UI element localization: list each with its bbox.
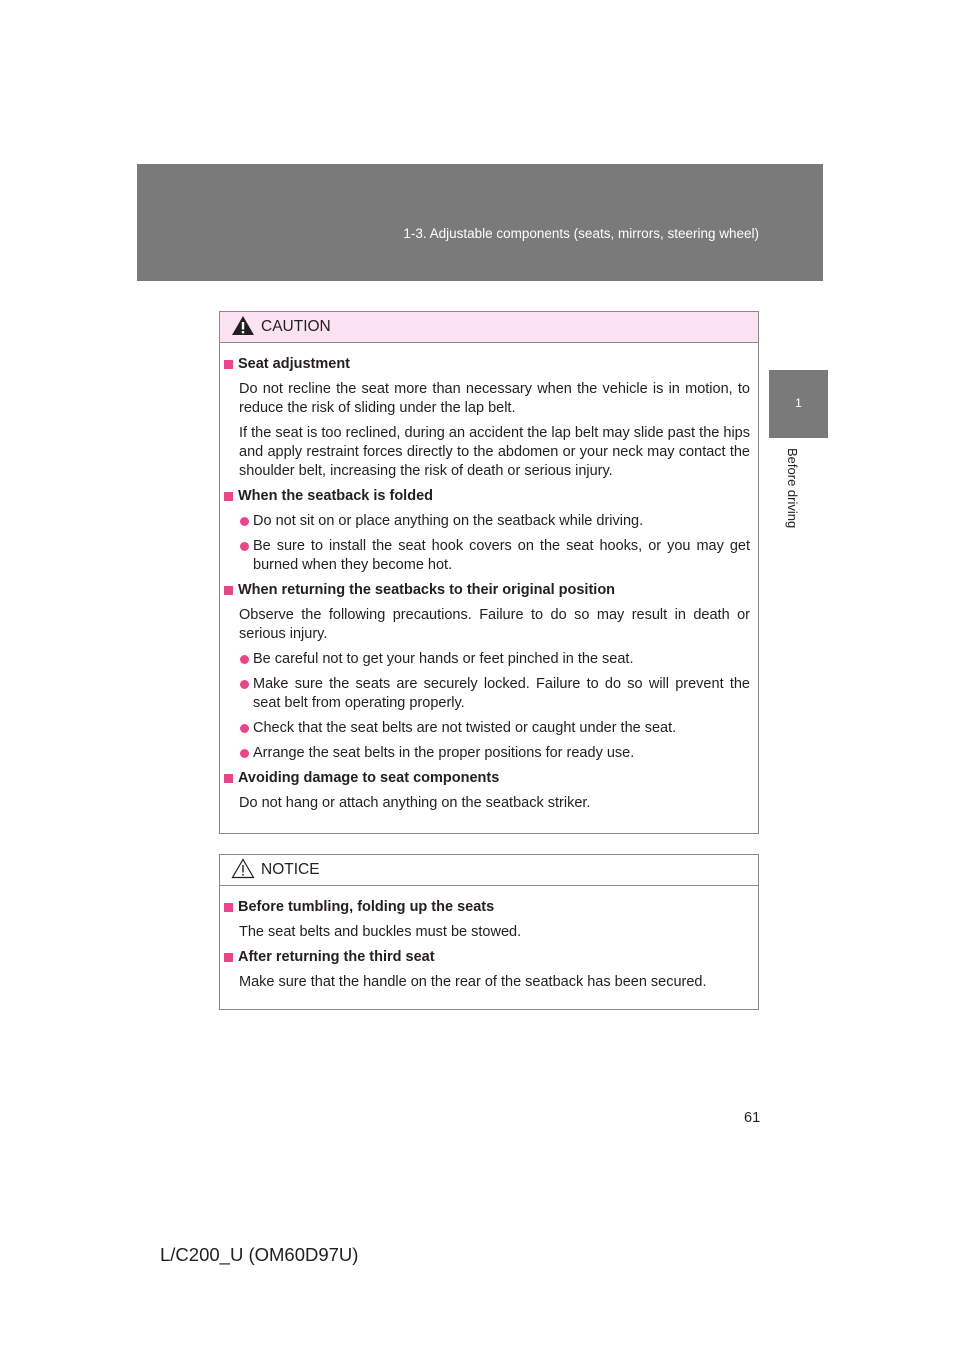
header-title: 1-3. Adjustable components (seats, mirrors, steering wheel) (403, 226, 759, 241)
section-heading-text: When the seatback is folded (238, 488, 433, 504)
section-heading (224, 355, 750, 374)
bullet-text: Arrange the seat belts in the proper positions for ready use. (253, 745, 635, 761)
section-heading (224, 898, 750, 917)
notice-box (219, 854, 759, 1010)
caution-header (220, 312, 758, 343)
bullet-item (224, 744, 750, 763)
bullet-text: Be careful not to get your hands or feet pinched in the seat. (253, 651, 634, 667)
section-heading (224, 948, 750, 967)
caution-box (219, 311, 759, 834)
square-bullet-icon (224, 774, 233, 783)
notice-header (220, 855, 758, 886)
section-heading-text: Avoiding damage to seat components (238, 770, 500, 786)
square-bullet-icon (224, 953, 233, 962)
square-bullet-icon (224, 586, 233, 595)
section-paragraph: Do not recline the seat more than necessary when the vehicle is in motion, to reduce the risk of sliding under the lap belt. (239, 381, 750, 416)
square-bullet-icon (224, 360, 233, 369)
round-bullet-icon (240, 655, 249, 664)
notice-body (220, 886, 758, 992)
caution-body (220, 343, 758, 813)
bullet-item (224, 650, 750, 669)
section-paragraph: The seat belts and buckles must be stowed. (239, 924, 522, 940)
warning-triangle-outline-icon (231, 858, 255, 879)
chapter-tab (769, 370, 828, 438)
bullet-text: Be sure to install the seat hook covers on the seat hooks, or you may get burned when they become hot. (253, 538, 750, 573)
square-bullet-icon (224, 903, 233, 912)
round-bullet-icon (240, 749, 249, 758)
bullet-text: Check that the seat belts are not twisted or caught under the seat. (253, 720, 677, 736)
bullet-text: Make sure the seats are securely locked. Failure to do so will prevent the seat belt from operating properly. (253, 676, 750, 711)
section-paragraph: Observe the following precautions. Failure to do so may result in death or serious injury. (239, 607, 750, 642)
section-heading (224, 769, 750, 788)
section-heading-text: After returning the third seat (238, 949, 435, 965)
chapter-number: 1 (795, 396, 802, 410)
round-bullet-icon (240, 542, 249, 551)
bullet-item (224, 537, 750, 575)
section-paragraph: If the seat is too reclined, during an accident the lap belt may slide past the hips and apply restraint forces directly to the abdomen or your neck may contact the shoulder belt, increasing the risk of death or serious injury. (239, 425, 750, 479)
section-heading-text: When returning the seatbacks to their original position (238, 582, 616, 598)
caution-title: CAUTION (261, 318, 331, 335)
notice-title: NOTICE (261, 861, 320, 878)
document-code: L/C200_U (OM60D97U) (160, 1244, 359, 1265)
section-paragraph: Do not hang or attach anything on the seatback striker. (239, 795, 591, 811)
bullet-item (224, 675, 750, 713)
header-bar (137, 164, 823, 281)
chapter-label: Before driving (785, 448, 800, 529)
square-bullet-icon (224, 492, 233, 501)
section-heading (224, 487, 750, 506)
warning-triangle-icon (231, 315, 255, 336)
section-heading-text: Before tumbling, folding up the seats (238, 899, 495, 915)
round-bullet-icon (240, 680, 249, 689)
section-heading (224, 581, 750, 600)
round-bullet-icon (240, 724, 249, 733)
page-number: 61 (744, 1110, 761, 1126)
section-heading-text: Seat adjustment (238, 356, 350, 372)
bullet-item (224, 512, 750, 531)
bullet-item (224, 719, 750, 738)
bullet-text: Do not sit on or place anything on the seatback while driving. (253, 513, 644, 529)
section-paragraph: Make sure that the handle on the rear of the seatback has been secured. (239, 974, 707, 990)
round-bullet-icon (240, 517, 249, 526)
